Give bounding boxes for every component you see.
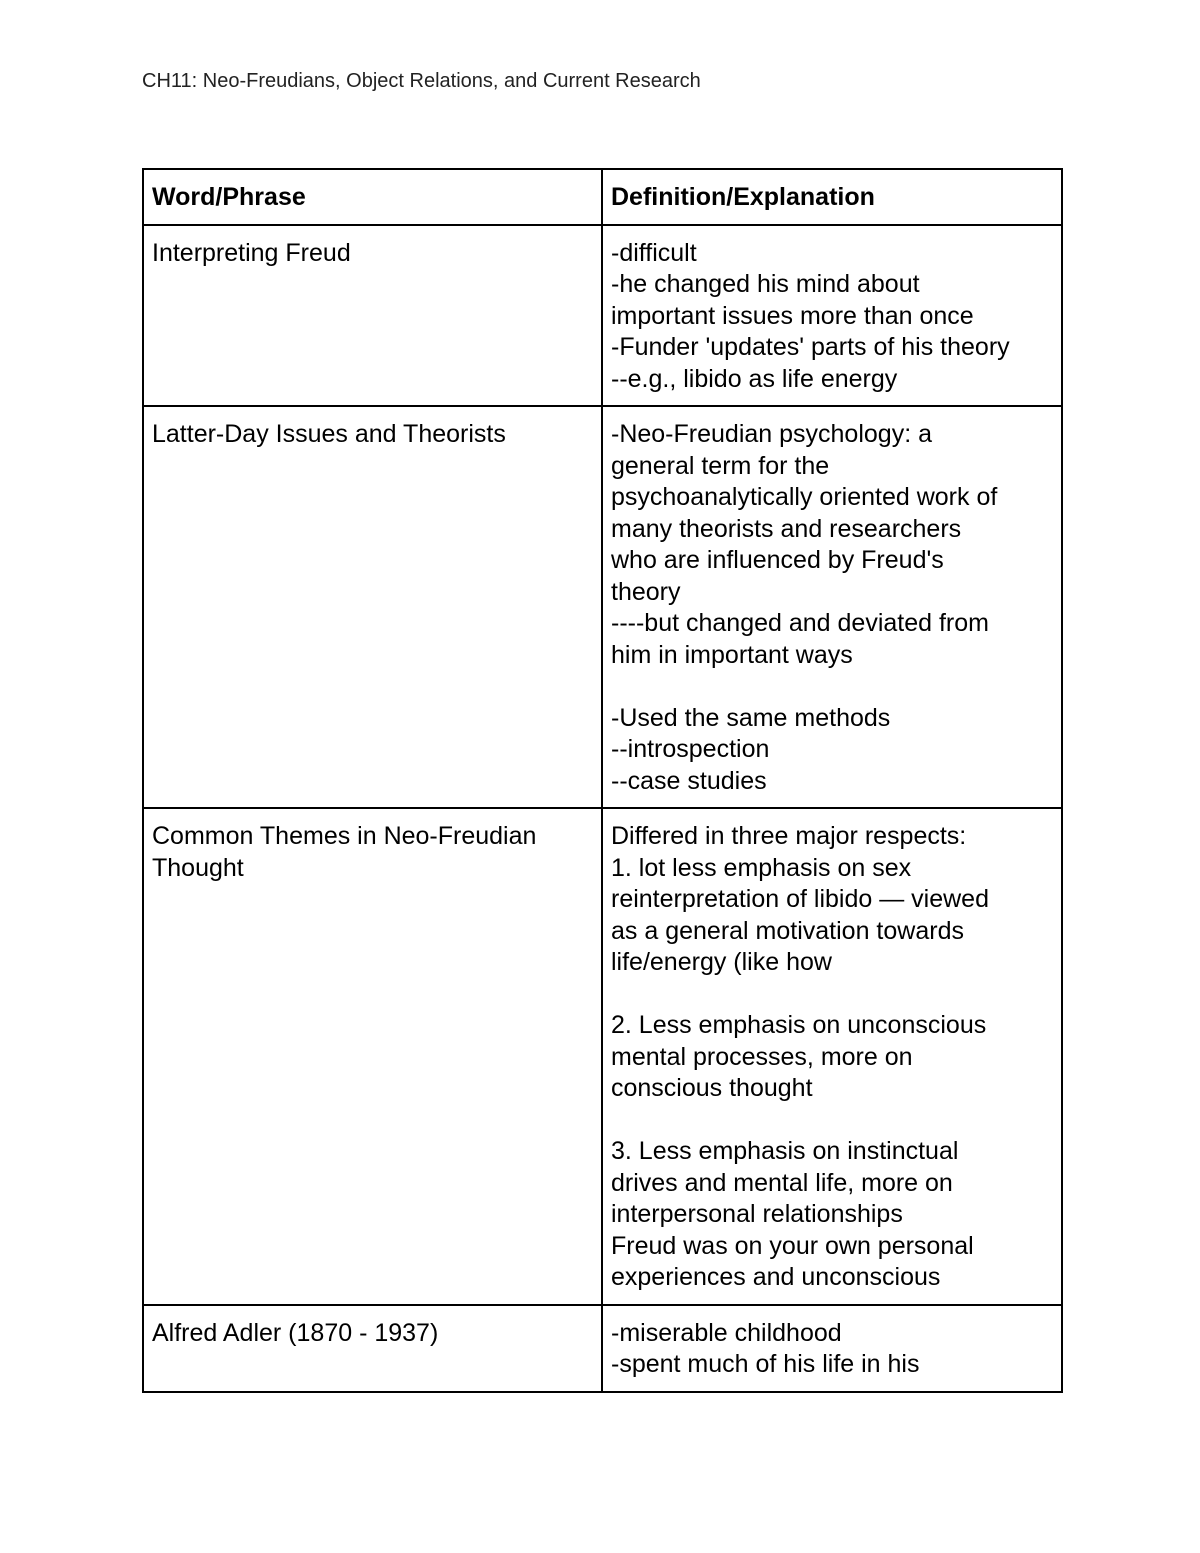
term-cell	[143, 225, 602, 407]
term-cell	[143, 406, 602, 808]
table-header-row	[143, 169, 1062, 225]
definition-line: mental processes, more on	[611, 1042, 913, 1071]
definition-line: --introspection	[611, 735, 770, 763]
definition-line: many theorists and researchers	[611, 514, 962, 543]
definition-line: experiences and unconscious	[611, 1263, 941, 1291]
definition-line: drives and mental life, more on	[611, 1168, 953, 1197]
blank-line	[611, 1105, 1053, 1137]
definition-line: -Neo-Freudian psychology: a	[611, 420, 932, 448]
definition-line: --case studies	[611, 766, 767, 795]
definition-line: psychoanalytically oriented work of	[611, 483, 998, 511]
table-row	[143, 406, 1062, 808]
definition-cell	[602, 808, 1062, 1305]
blank-line	[611, 979, 1053, 1011]
term-text: Common Themes in Neo-Freudian	[152, 822, 537, 850]
term-cell	[143, 1305, 602, 1392]
term-text: Thought	[152, 853, 244, 882]
definition-line: -difficult	[611, 238, 697, 267]
definition-line: --e.g., libido as life energy	[611, 364, 898, 393]
definition-line: him in important ways	[611, 640, 853, 669]
definition-line: life/energy (like how	[611, 948, 832, 976]
definition-line: 1. lot less emphasis on sex	[611, 853, 912, 882]
page-title: CH11: Neo-Freudians, Object Relations, and Current Research	[142, 70, 701, 92]
definition-line: Differed in three major respects:	[611, 822, 967, 850]
table-row	[143, 225, 1062, 407]
term-cell	[143, 808, 602, 1305]
column-header-word-phrase: Word/Phrase	[143, 169, 602, 225]
definition-line: reinterpretation of libido — viewed	[611, 885, 989, 913]
definition-line: -miserable childhood	[611, 1318, 842, 1347]
definition-line: -Funder 'updates' parts of his theory	[611, 333, 1010, 361]
definition-line: Freud was on your own personal	[611, 1231, 974, 1260]
definition-line: who are influenced by Freud's	[611, 546, 944, 574]
definition-line: conscious thought	[611, 1074, 813, 1102]
column-header-definition: Definition/Explanation	[602, 169, 1062, 225]
table-row	[143, 1305, 1062, 1392]
definition-line: 2. Less emphasis on unconscious	[611, 1011, 987, 1039]
term-text: Alfred Adler (1870 - 1937)	[152, 1318, 439, 1347]
definition-line: -Used the same methods	[611, 703, 891, 732]
term-text: Interpreting Freud	[152, 238, 351, 267]
definition-line: interpersonal relationships	[611, 1200, 903, 1228]
table-row	[143, 808, 1062, 1305]
definition-line: general term for the	[611, 451, 830, 480]
definition-line: -spent much of his life in his	[611, 1350, 920, 1378]
definition-line: as a general motivation towards	[611, 916, 964, 945]
definition-cell	[602, 406, 1062, 808]
vocabulary-table	[142, 168, 1063, 1393]
definition-line: 3. Less emphasis on instinctual	[611, 1137, 959, 1165]
term-text: Latter-Day Issues and Theorists	[152, 420, 506, 448]
definition-cell	[602, 1305, 1062, 1392]
definition-line: ----but changed and deviated from	[611, 609, 989, 637]
definition-line: important issues more than once	[611, 301, 974, 330]
definition-line: theory	[611, 577, 681, 606]
definition-cell	[602, 225, 1062, 407]
definition-line: -he changed his mind about	[611, 270, 920, 298]
blank-line	[611, 671, 1053, 703]
